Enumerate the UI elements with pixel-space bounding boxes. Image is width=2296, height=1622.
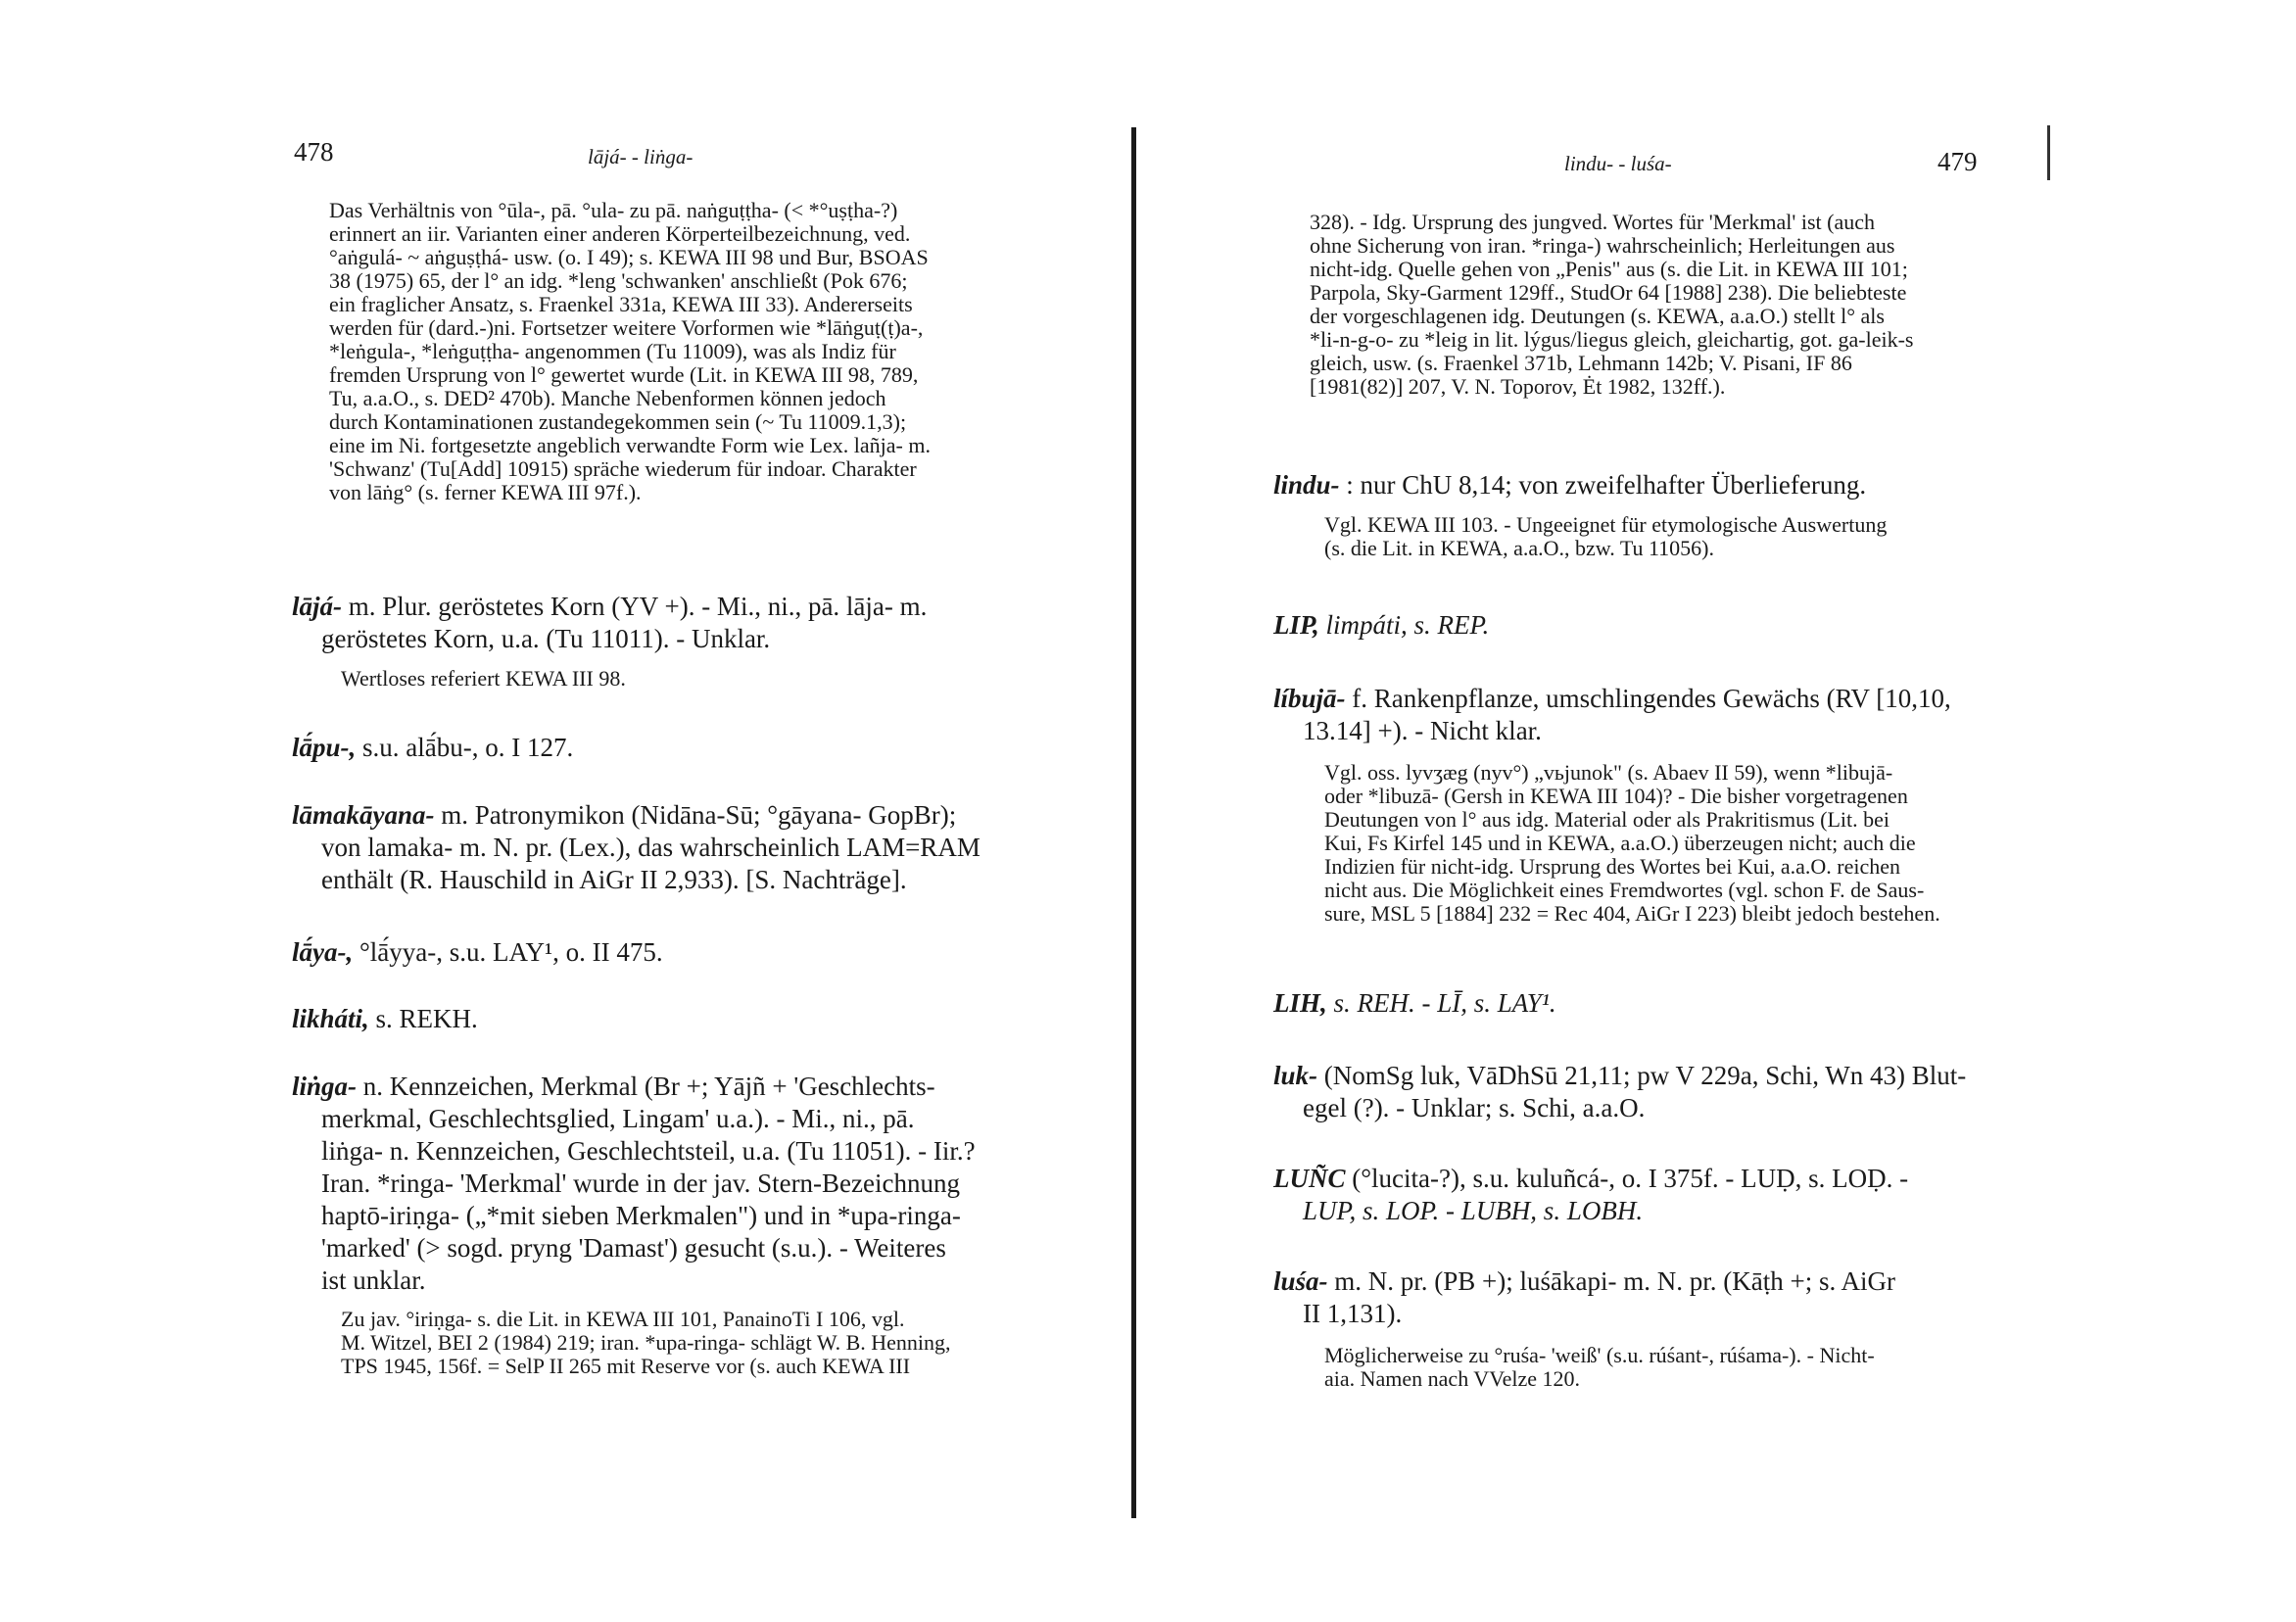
entry-lindu (1273, 469, 2018, 501)
entry-headword: likháti, (292, 1004, 369, 1033)
entry-line: s.u. alā́bu-, o. I 127. (362, 733, 574, 762)
note-line: erinnert an iir. Varianten einer anderen Körperteilbezeichnung, ved. (329, 221, 911, 246)
entry-note (1324, 513, 2030, 560)
entry-line: s. REH. - LĪ, s. LAY¹. (1333, 988, 1556, 1018)
entry-laja (292, 591, 997, 655)
note-line: der vorgeschlagenen idg. Deutungen (s. KEWA, a.a.O.) stellt l° als (1310, 304, 1885, 328)
entry-note (1324, 1344, 2030, 1391)
intro-note-left (329, 199, 995, 504)
entry-headword: lindu- (1273, 470, 1340, 500)
note-line: oder *libuzā- (Gersh in KEWA III 104)? - Die bisher vorgetragenen (1324, 784, 1908, 808)
entry-headword: luk- (1273, 1061, 1318, 1090)
entry-line: 'marked' (> sogd. pryng 'Damast') gesucht (s.u.). - Weiteres (321, 1233, 946, 1263)
entry-note (341, 667, 1007, 691)
entry-line: m. Patronymikon (Nidāna-Sū; °gāyana- GopBr); (441, 800, 957, 830)
entry-headword: lājá- (292, 592, 342, 621)
entry-lamakayana (292, 799, 997, 896)
note-line: 38 (1975) 65, der l° an idg. *leng 'schwanken' anschließt (Pok 676; (329, 268, 908, 293)
note-line: nicht aus. Die Möglichkeit eines Fremdwortes (vgl. schon F. de Saus- (1324, 878, 1925, 902)
entry-line: LUP, s. LOP. - LUBH, s. LOBH. (1303, 1196, 1644, 1225)
entry-headword: líbujā- (1273, 684, 1346, 713)
note-line: *leṅgula-, *leṅguṭṭha- angenommen (Tu 11009), was als Indiz für (329, 339, 896, 363)
note-line: Das Verhältnis von °ūla-, pā. °ula- zu pā. naṅguṭṭha- (< *°uṣṭha-?) (329, 198, 898, 222)
entry-line: : nur ChU 8,14; von zweifelhafter Überlieferung. (1346, 470, 1867, 500)
entry-line: s. REKH. (375, 1004, 478, 1033)
entry-line: enthält (R. Hauschild in AiGr II 2,933). [S. Nachträge]. (321, 865, 907, 894)
entry-headword: lā́pu-, (292, 733, 357, 762)
entry-line: II 1,131). (1303, 1299, 1403, 1328)
note-line: Möglicherweise zu °ruśa- 'weiß' (s.u. rúśant-, rúśama-). - Nicht- (1324, 1343, 1875, 1367)
note-line: Kui, Fs Kirfel 145 und in KEWA, a.a.O.) überzeugen nicht; auch die (1324, 831, 1916, 855)
note-line: *li-n-g-o- zu *leig in lit. lýgus/liegus gleich, gleichartig, got. ga-leik-s (1310, 327, 1914, 352)
entry-line: von lamaka- m. N. pr. (Lex.), das wahrscheinlich LAM=RAM (321, 833, 981, 862)
entry-line: limpáti, s. REP. (1325, 610, 1490, 640)
note-line: aia. Namen nach VVelze 120. (1324, 1366, 1581, 1391)
note-line: von lāṅg° (s. ferner KEWA III 97f.). (329, 480, 642, 504)
entry-line: n. Kennzeichen, Merkmal (Br +; Yājñ + 'Geschlechts- (362, 1072, 935, 1101)
note-line: sure, MSL 5 [1884] 232 = Rec 404, AiGr I 223) bleibt jedoch bestehen. (1324, 901, 1940, 926)
entry-note (1324, 761, 2030, 926)
entry-headword: LIH, (1273, 988, 1327, 1018)
intro-note-right (1310, 211, 2015, 399)
entry-likhati (292, 1003, 997, 1035)
entry-line: ist unklar. (321, 1265, 426, 1295)
note-line: Vgl. oss. lyvʒæg (nyv°) „vьjunok" (s. Abaev II 59), wenn *libujā- (1324, 760, 1893, 785)
entry-line: Iran. *ringa- 'Merkmal' wurde in der jav. Stern-Bezeichnung (321, 1169, 960, 1198)
entry-line: 13.14] +). - Nicht klar. (1303, 716, 1542, 745)
entry-line: m. Plur. geröstetes Korn (YV +). - Mi., ni., pā. lāja- m. (348, 592, 928, 621)
page-number-right: 479 (1937, 147, 1978, 176)
entry-line: liṅga- n. Kennzeichen, Geschlechtsteil, u.a. (Tu 11051). - Iir.? (321, 1136, 976, 1166)
note-line: Parpola, Sky-Garment 129ff., StudOr 64 [1988] 238). Die beliebteste (1310, 280, 1907, 305)
entry-line: haptō-iriṇga- („*mit sieben Merkmalen") und in *upa-ringa- (321, 1201, 961, 1230)
entry-lapu (292, 732, 997, 764)
note-line: fremden Ursprung von l° gewertet wurde (Lit. in KEWA III 98, 789, (329, 362, 919, 387)
entry-luk (1273, 1060, 2018, 1124)
corner-bracket-mark (2047, 125, 2050, 180)
note-line: Zu jav. °iriṇga- s. die Lit. in KEWA III 101, PanainoTi I 106, vgl. (341, 1307, 905, 1331)
entry-lih (1273, 987, 2018, 1020)
note-line: °aṅgulá- ~ aṅguṣṭhá- usw. (o. I 49); s. KEWA III 98 und Bur, BSOAS (329, 245, 929, 269)
note-line: TPS 1945, 156f. = SelP II 265 mit Reserve vor (s. auch KEWA III (341, 1354, 911, 1378)
note-line: Tu, a.a.O., s. DED² 470b). Manche Nebenformen können jedoch (329, 386, 886, 410)
note-line: 'Schwanz' (Tu[Add] 10915) spräche wiederum für indoar. Charakter (329, 456, 917, 481)
note-line: M. Witzel, BEI 2 (1984) 219; iran. *upa-ringa- schlägt W. B. Henning, (341, 1330, 951, 1355)
note-line: gleich, usw. (s. Fraenkel 371b, Lehmann 142b; V. Pisani, IF 86 (1310, 351, 1852, 375)
entry-headword: lā́ya-, (292, 937, 354, 967)
note-line: eine im Ni. fortgesetzte angeblich verwandte Form wie Lex. lañja- m. (329, 433, 931, 457)
page-number-left: 478 (294, 137, 334, 167)
entry-line: geröstetes Korn, u.a. (Tu 11011). - Unklar. (321, 624, 771, 653)
note-line: Vgl. KEWA III 103. - Ungeeignet für etymologische Auswertung (1324, 512, 1888, 537)
running-head-right: lindu- - luśa- (1564, 152, 1672, 175)
note-line: nicht-idg. Quelle gehen von „Penis" aus (s. die Lit. in KEWA III 101; (1310, 257, 1908, 281)
entry-libuja (1273, 683, 2018, 747)
note-line: durch Kontaminationen zustandegekommen sein (~ Tu 11009.1,3); (329, 409, 907, 434)
entry-lusa (1273, 1265, 2018, 1330)
note-line: Deutungen von l° aus idg. Material oder als Prakritismus (Lit. bei (1324, 807, 1890, 832)
entry-headword: LUÑC (1273, 1164, 1346, 1193)
entry-line: (NomSg luk, VāDhSū 21,11; pw V 229a, Schi, Wn 43) Blut- (1323, 1061, 1967, 1090)
entry-headword: liṅga- (292, 1072, 358, 1101)
entry-line: merkmal, Geschlechtsglied, Lingam' u.a.). - Mi., ni., pā. (321, 1104, 915, 1133)
entry-note (341, 1308, 1007, 1378)
entry-line: m. N. pr. (PB +); luśākapi- m. N. pr. (Kāṭh +; s. AiGr (1334, 1266, 1895, 1296)
entry-line: °lā́yya-, s.u. LAY¹, o. II 475. (359, 937, 663, 967)
entry-line: (°lucita-?), s.u. kuluñcá-, o. I 375f. - LUḌ, s. LOḌ. - (1352, 1164, 1909, 1193)
note-line: (s. die Lit. in KEWA, a.a.O., bzw. Tu 11056). (1324, 536, 1714, 560)
note-line: [1981(82)] 207, V. N. Toporov, Ėt 1982, 132ff.). (1310, 374, 1726, 399)
entry-linga (292, 1071, 997, 1297)
note-line: werden für (dard.-)ni. Fortsetzer weitere Vorformen wie *lāṅguṭ(ṭ)a-, (329, 315, 924, 340)
note-line: ein fraglicher Ansatz, s. Fraenkel 331a, KEWA III 33). Andererseits (329, 292, 913, 316)
entry-headword: luśa- (1273, 1266, 1328, 1296)
entry-line: f. Rankenpflanze, umschlingendes Gewächs (RV [10,10, (1352, 684, 1951, 713)
note-line: Indizien für nicht-idg. Ursprung des Wortes bei Kui, a.a.O. reichen (1324, 854, 1900, 879)
entry-lunc (1273, 1163, 2018, 1227)
entry-lip (1273, 609, 2018, 642)
running-head-left: lājá- - liṅga- (588, 145, 694, 168)
note-line: ohne Sicherung von iran. *ringa-) wahrscheinlich; Herleitungen aus (1310, 233, 1895, 258)
entry-laya (292, 936, 997, 969)
entry-headword: LIP, (1273, 610, 1319, 640)
entry-line: egel (?). - Unklar; s. Schi, a.a.O. (1303, 1093, 1646, 1122)
book-gutter-line (1131, 127, 1136, 1518)
note-line: Wertloses referiert KEWA III 98. (341, 666, 626, 691)
entry-headword: lāmakāyana- (292, 800, 435, 830)
note-line: 328). - Idg. Ursprung des jungved. Wortes für 'Merkmal' ist (auch (1310, 210, 1876, 234)
